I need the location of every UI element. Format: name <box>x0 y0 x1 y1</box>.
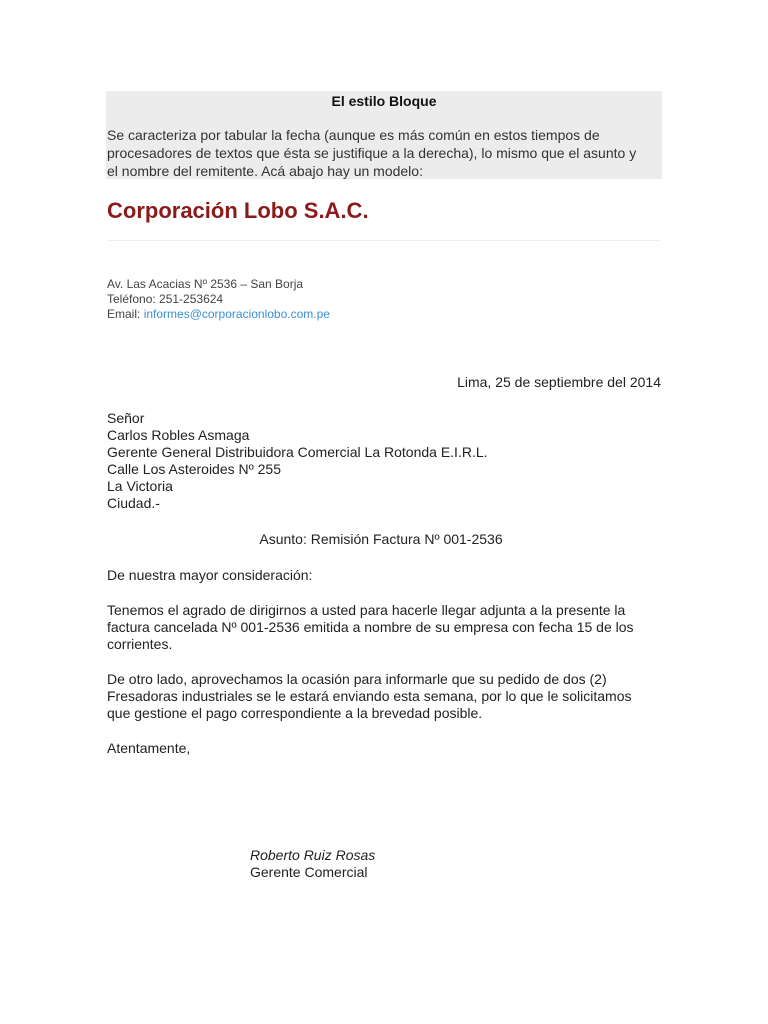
paragraph-line: factura cancelada Nº 001-2536 emitida a nombre de su empresa con fecha 15 de los <box>107 619 634 635</box>
letter-closing: Atentamente, <box>107 740 191 756</box>
letter-greeting: De nuestra mayor consideración: <box>107 567 313 583</box>
recipient-block <box>107 410 488 512</box>
paragraph-line: Tenemos el agrado de dirigirnos a usted para hacerle llegar adjunta a la presente la <box>107 602 626 618</box>
company-phone: Teléfono: 251-253624 <box>107 292 224 306</box>
intro-box <box>106 91 662 179</box>
paragraph-line: Fresadoras industriales se le estará enviando esta semana, por lo que le solicitamos <box>107 688 632 704</box>
letter-subject: Asunto: Remisión Factura Nº 001-2536 <box>259 531 503 547</box>
recipient-line: La Victoria <box>107 478 173 494</box>
company-email-row <box>107 307 330 322</box>
recipient-line: Calle Los Asteroides Nº 255 <box>107 461 281 477</box>
recipient-line: Señor <box>107 410 145 426</box>
intro-line: Se caracteriza por tabular la fecha (aunque es más común en estos tiempos de <box>107 127 600 143</box>
recipient-line: Gerente General Distribuidora Comercial La Rotonda E.I.R.L. <box>107 444 488 460</box>
contact-block <box>107 277 330 322</box>
signer-name: Roberto Ruiz Rosas <box>250 847 376 863</box>
intro-text <box>107 126 659 180</box>
company-address: Av. Las Acacias Nº 2536 – San Borja <box>107 277 304 291</box>
signer-position: Gerente Comercial <box>250 864 368 880</box>
signature-block <box>250 847 375 881</box>
intro-title: El estilo Bloque <box>331 93 437 109</box>
letter-paragraph-1 <box>107 602 663 653</box>
letter-date: Lima, 25 de septiembre del 2014 <box>457 374 661 390</box>
divider <box>107 240 661 241</box>
intro-line: procesadores de textos que ésta se justifique a la derecha), lo mismo que el asunto y <box>107 145 637 161</box>
recipient-line: Ciudad.- <box>107 495 160 511</box>
intro-line: el nombre del remitente. Acá abajo hay un modelo: <box>107 163 423 179</box>
letter-paragraph-2 <box>107 671 663 722</box>
paragraph-line: corrientes. <box>107 636 173 652</box>
email-label: Email: <box>107 307 144 321</box>
company-name: Corporación Lobo S.A.C. <box>107 198 369 223</box>
paragraph-line: que gestione el pago correspondiente a la brevedad posible. <box>107 705 483 721</box>
paragraph-line: De otro lado, aprovechamos la ocasión para informarle que su pedido de dos (2) <box>107 671 607 687</box>
recipient-line: Carlos Robles Asmaga <box>107 427 250 443</box>
email-link[interactable]: informes@corporacionlobo.com.pe <box>143 307 330 321</box>
